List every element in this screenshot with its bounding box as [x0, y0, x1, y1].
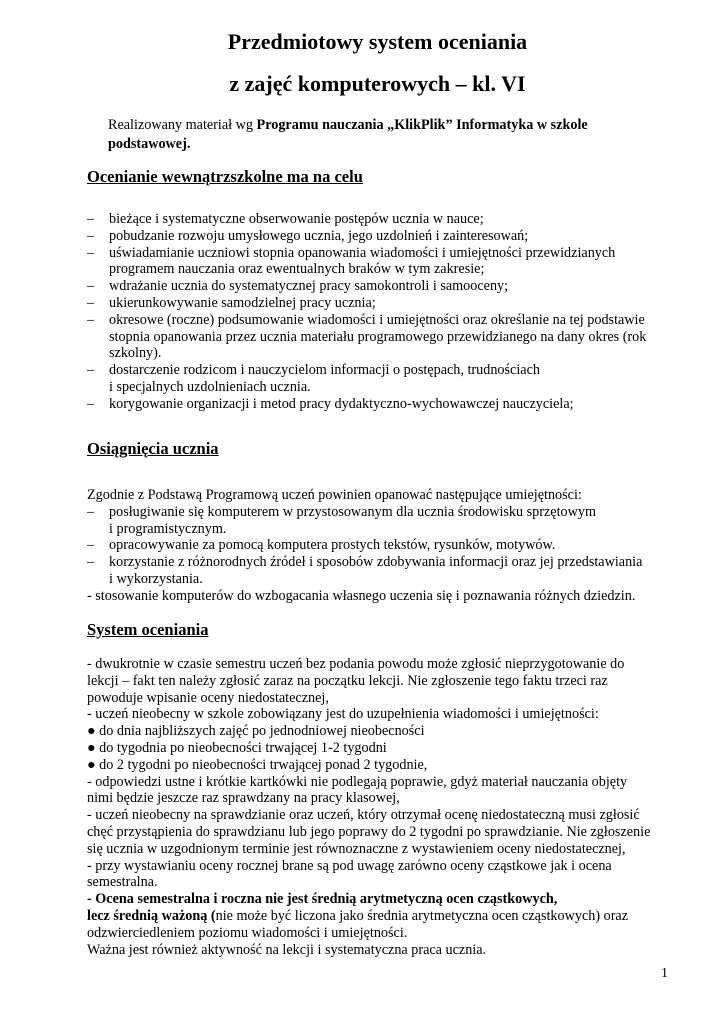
system-line: lekcji – fakt ten należy zgłosić zaraz na początku lekcji. Nie zgłoszenie tego faktu trzeci raz — [87, 672, 608, 689]
system-tail-line: odzwierciedleniem poziomu wiadomości i umiejętności. — [87, 924, 408, 941]
section-heading-ocenianie: Ocenianie wewnątrzszkolne ma na celu — [87, 167, 363, 186]
system-bold-line: - Ocena semestralna i roczna nie jest średnią arytmetyczną ocen cząstkowych, — [87, 891, 558, 908]
dash-bullet-icon: – — [87, 503, 95, 520]
ocenianie-goal-item-text: bieżące i systematyczne obserwowanie postępów ucznia w nauce; — [109, 211, 484, 227]
dash-bullet-icon: – — [87, 537, 95, 554]
ocenianie-goal-item-text: stopnia opanowania przez ucznia materiału programowego przewidzianego na dany okres (rok — [109, 328, 647, 345]
system-line: - odpowiedzi ustne i krótkie kartkówki nie podlegają poprawie, gdyż materiał nauczania objęty — [87, 773, 628, 790]
ocenianie-goal-item-text: pobudzanie rozwoju umysłowego ucznia, jego uzdolnień i zainteresowań; — [109, 227, 529, 244]
system-line: - uczeń nieobecny na sprawdzianie oraz uczeń, który otrzymał ocenę niedostateczną musi zgłosić — [87, 807, 640, 824]
ocenianie-goal-item-text: wdrażanie ucznia do systematycznej pracy samokontroli i samooceny; — [109, 278, 509, 295]
osiagniecia-item — [87, 554, 687, 588]
system-mixed-line — [87, 908, 687, 925]
osiagniecia-item-text: i wykorzystania. — [109, 570, 203, 587]
ocenianie-goal-item — [87, 211, 687, 228]
system-line: ● do 2 tygodni po nieobecności trwającej ponad 2 tygodnie, — [87, 756, 428, 773]
ocenianie-goal-item — [87, 295, 687, 312]
dash-bullet-icon: – — [87, 311, 95, 328]
section-heading-system: System oceniania — [87, 620, 209, 639]
system-line: nimi będzie jeszcze raz sprawdzany na pracy klasowej, — [87, 790, 400, 807]
system-line: - dwukrotnie w czasie semestru uczeń bez podania powodu może zgłosić nieprzygotowanie do — [87, 656, 625, 672]
ocenianie-goal-item — [87, 228, 687, 245]
ocenianie-goal-item — [87, 278, 687, 295]
system-line: - przy wystawianiu oceny rocznej brane są pod uwagę zarówno oceny cząstkowe jak i ocena — [87, 857, 612, 874]
ocenianie-goal-item-text: dostarczenie rodzicom i nauczycielom informacji o postępach, trudnościach — [109, 362, 540, 379]
dash-bullet-icon: – — [87, 554, 95, 571]
system-line: powoduje wpisanie oceny niedostatecznej, — [87, 689, 329, 706]
dash-bullet-icon: – — [87, 362, 95, 379]
system-lines — [87, 656, 687, 891]
osiagniecia-list — [87, 504, 687, 588]
ocenianie-goal-item — [87, 312, 687, 362]
system-normal-rest: nie może być liczona jako średnia arytmetyczna ocen cząstkowych) oraz — [215, 907, 629, 924]
osiagniecia-last-item: - stosowanie komputerów do wzbogacania własnego uczenia się i poznawania różnych dziedzin. — [87, 587, 636, 604]
system-bold-start: lecz średnią ważoną ( — [87, 907, 216, 924]
section-heading-osiagniecia: Osiągnięcia ucznia — [87, 439, 219, 458]
ocenianie-goal-item-text: programem nauczania oraz ewentualnych braków w tym zakresie; — [109, 261, 485, 278]
osiagniecia-item-text: i programistycznym. — [109, 520, 227, 537]
system-tail-lines — [87, 925, 687, 959]
ocenianie-goal-item-text: okresowe (roczne) podsumowanie wiadomości i umiejętności oraz określanie na tej podstawie — [109, 311, 645, 328]
ocenianie-goal-item — [87, 245, 687, 279]
ocenianie-goals-list — [87, 211, 687, 413]
ocenianie-goal-item — [87, 396, 687, 413]
ocenianie-goal-item-text: uświadamianie uczniowi stopnia opanowania wiadomości i umiejętności przewidzianych — [109, 244, 616, 261]
ocenianie-goal-item — [87, 362, 687, 396]
system-line: ● do tygodnia po nieobecności trwającej 1-2 tygodni — [87, 739, 387, 756]
ocenianie-goal-item-text: ukierunkowywanie samodzielnej pracy ucznia; — [109, 294, 376, 311]
osiagniecia-lead: Zgodnie z Podstawą Programową uczeń powinien opanować następujące umiejętności: — [87, 487, 582, 503]
system-line: - uczeń nieobecny w szkole zobowiązany jest do uzupełnienia wiadomości i umiejętności: — [87, 706, 599, 723]
system-line: chęć przystąpienia do sprawdzianu lub jego poprawy do 2 tygodni po sprawdzianie. Nie zgłoszenie — [87, 823, 651, 840]
osiagniecia-item-text: korzystanie z różnorodnych źródeł i sposobów zdobywania informacji oraz jej przedstawiania — [109, 554, 643, 571]
osiagniecia-item-text: posługiwanie się komputerem w przystosowanym dla ucznia środowisku sprzętowym — [109, 503, 597, 520]
page-number: 1 — [661, 966, 668, 981]
intro-prefix: Realizowany materiał wg — [108, 117, 257, 133]
system-line: się ucznia w uzgodnionym terminie jest równoznaczne z wystawieniem oceny niedostatecznej, — [87, 840, 626, 857]
osiagniecia-item-text: opracowywanie za pomocą komputera prostych tekstów, rysunków, motywów. — [109, 537, 556, 554]
ocenianie-goal-item-text: i specjalnych uzdolnieniach ucznia. — [109, 378, 311, 395]
intro-paragraph — [108, 116, 628, 154]
dash-bullet-icon: – — [87, 294, 95, 311]
dash-bullet-icon: – — [87, 227, 95, 244]
dash-bullet-icon: – — [87, 278, 95, 295]
document-title-line-2: z zajęć komputerowych – kl. VI — [229, 71, 526, 96]
osiagniecia-block — [87, 487, 687, 605]
system-line: semestralna. — [87, 874, 158, 891]
osiagniecia-item — [87, 504, 687, 538]
dash-bullet-icon: – — [87, 395, 95, 412]
intro-program-name: Programu nauczania „KlikPlik” Informatyka w szkole podstawowej. — [108, 117, 588, 152]
system-oceniania-block — [87, 656, 687, 958]
ocenianie-goal-item-text: szkolny). — [109, 345, 162, 362]
system-line: ● do dnia najbliższych zajęć po jednodniowej nieobecności — [87, 723, 425, 740]
dash-bullet-icon: – — [87, 211, 95, 227]
dash-bullet-icon: – — [87, 244, 95, 261]
system-tail-line: Ważna jest również aktywność na lekcji i systematyczna praca ucznia. — [87, 941, 487, 958]
document-title-line-1: Przedmiotowy system oceniania — [227, 29, 528, 54]
osiagniecia-item — [87, 537, 687, 554]
ocenianie-goal-item-text: korygowanie organizacji i metod pracy dydaktyczno-wychowawczej nauczyciela; — [109, 395, 574, 412]
